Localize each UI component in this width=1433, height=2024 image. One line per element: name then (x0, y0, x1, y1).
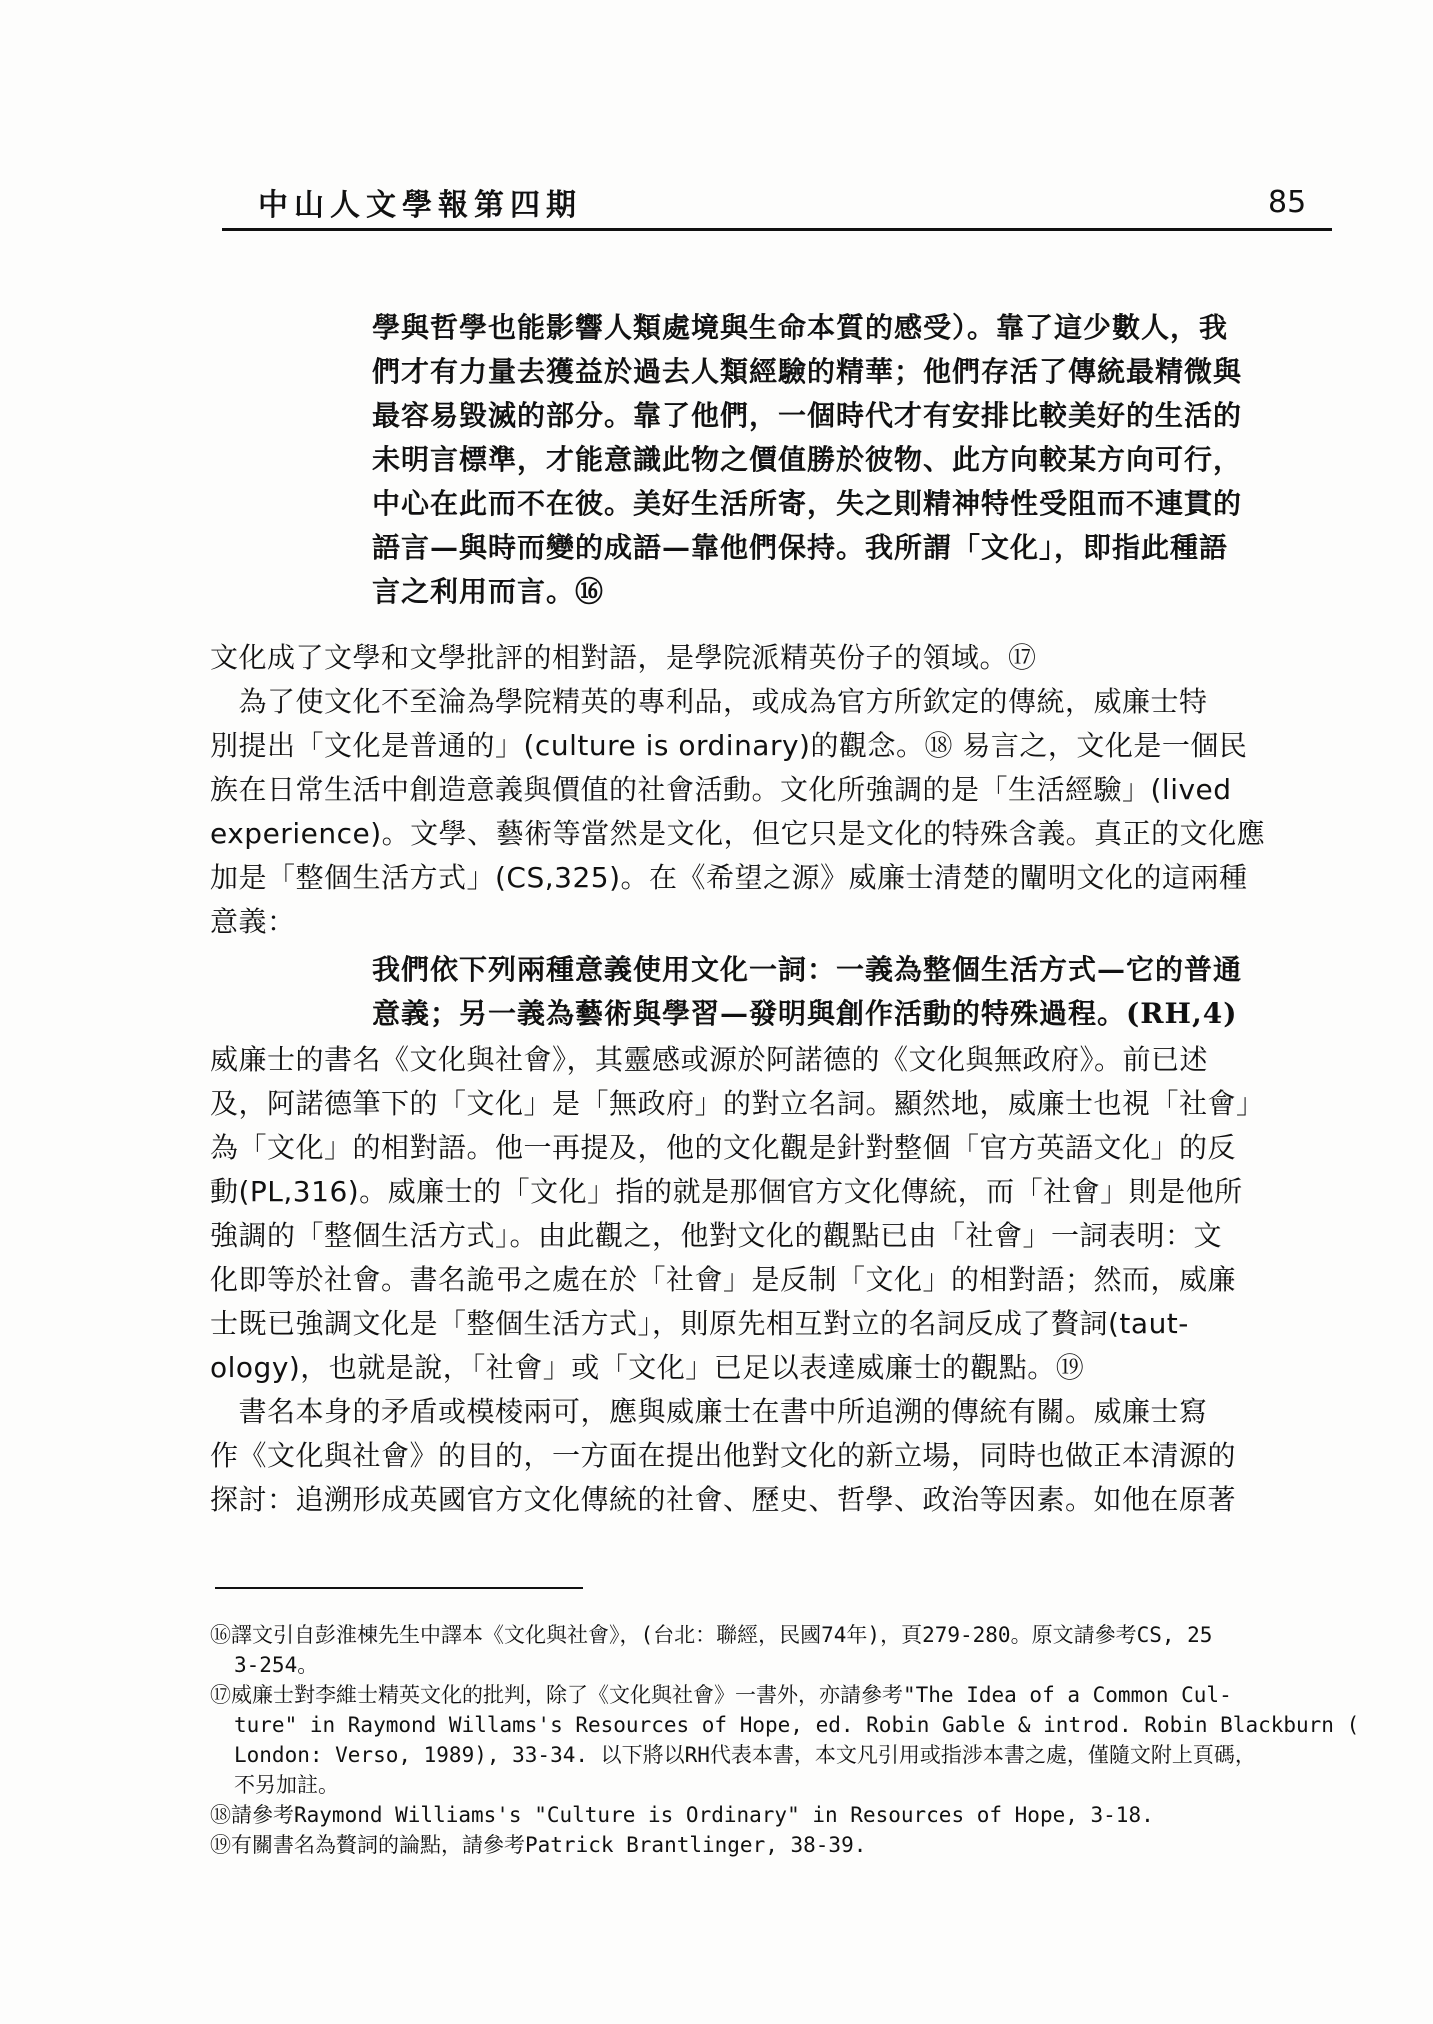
text-line: 強調的「整個生活方式」。由此觀之，他對文化的觀點已由「社會」一詞表明：文 (210, 1219, 1223, 1252)
text-line: 別提出「文化是普通的」(culture is ordinary)的觀念。⑱ 易言之，文化是一個民 (210, 729, 1248, 762)
footnote-line: ⑲有關書名為贅詞的論點，請參考Patrick Brantlinger, 38-39. (210, 1833, 867, 1857)
text-line: experience)。文學、藝術等當然是文化，但它只是文化的特殊含義。真正的文化應 (210, 817, 1266, 850)
running-header: 中山人文學報第四期 (258, 188, 582, 223)
text-line: 探討：追溯形成英國官方文化傳統的社會、歷史、哲學、政治等因素。如他在原著 (210, 1483, 1237, 1516)
text-line: 書名本身的矛盾或模棱兩可，應與威廉士在書中所追溯的傳統有關。威廉士寫 (210, 1395, 1208, 1428)
quote-line: 我們依下列兩種意義使用文化一詞：一義為整個生活方式—它的普通 (372, 953, 1243, 986)
text-line: 作《文化與社會》的目的，一方面在提出他對文化的新立場，同時也做正本清源的 (210, 1439, 1237, 1472)
paragraph-2 (210, 1038, 1325, 1522)
text-line: 動(PL,316)。威廉士的「文化」指的就是那個官方文化傳統，而「社會」則是他所 (210, 1175, 1243, 1208)
text-line: 意義： (210, 905, 296, 938)
quote-line: 最容易毀滅的部分。靠了他們，一個時代才有安排比較美好的生活的 (372, 399, 1243, 432)
text-line: 為了使文化不至淪為學院精英的專利品，或成為官方所欽定的傳統，威廉士特 (210, 685, 1208, 718)
block-quote-1 (372, 306, 1242, 614)
quote-line: 未明言標準，才能意識此物之價值勝於彼物、此方向較某方向可行， (372, 443, 1243, 476)
footnote-line: London: Verso, 1989), 33-34. 以下將以RH代表本書，本文凡引用或指涉本書之處，僅隨文附上頁碼， (234, 1743, 1256, 1767)
text-line: 文化成了文學和文學批評的相對語，是學院派精英份子的領域。⑰ (210, 641, 1037, 674)
quote-line: 學與哲學也能影響人類處境與生命本質的感受）。靠了這少數人，我 (372, 311, 1229, 344)
text-line: 士既已強調文化是「整個生活方式」，則原先相互對立的名詞反成了贅詞(taut- (210, 1307, 1189, 1340)
quote-line: 意義；另一義為藝術與學習—發明與創作活動的特殊過程。(RH,4) (372, 997, 1238, 1030)
text-line: 化即等於社會。書名詭弔之處在於「社會」是反制「文化」的相對語；然而，威廉 (210, 1263, 1237, 1296)
text-line: 加是「整個生活方式」(CS,325)。在《希望之源》威廉士清楚的闡明文化的這兩種 (210, 861, 1248, 894)
footnote-rule (215, 1587, 583, 1589)
quote-line: 言之利用而言。⑯ (372, 575, 605, 608)
footnotes (210, 1620, 1359, 1860)
text-line: 及，阿諾德筆下的「文化」是「無政府」的對立名詞。顯然地，威廉士也視「社會」 (210, 1087, 1265, 1120)
footnote-line: ⑰威廉士對李維士精英文化的批判，除了《文化與社會》一書外，亦請參考"The Idea of a Common Cul- (210, 1683, 1232, 1707)
text-line: 族在日常生活中創造意義與價值的社會活動。文化所強調的是「生活經驗」(lived (210, 773, 1232, 806)
text-line: 威廉士的書名《文化與社會》，其靈感或源於阿諾德的《文化與無政府》。前已述 (210, 1043, 1209, 1076)
quote-line: 語言—與時而變的成語—靠他們保持。我所謂「文化」，即指此種語 (372, 531, 1229, 564)
quote-line: 中心在此而不在彼。美好生活所寄，失之則精神特性受阻而不連貫的 (372, 487, 1243, 520)
text-line: 為「文化」的相對語。他一再提及，他的文化觀是針對整個「官方英語文化」的反 (210, 1131, 1237, 1164)
footnote-line: ⑯譯文引自彭淮棟先生中譯本《文化與社會》，(台北：聯經，民國74年)，頁279-280。原文請參考CS, 25 (210, 1623, 1213, 1647)
header-rule (222, 228, 1332, 231)
text-line: ology)，也就是說，「社會」或「文化」已足以表達威廉士的觀點。⑲ (210, 1351, 1085, 1384)
footnote-line: 3-254。 (234, 1653, 319, 1677)
footnote-line: ture" in Raymond Willams's Resources of Hope, ed. Robin Gable & introd. Robin Blackburn ( (234, 1713, 1360, 1737)
page-number: 85 (1268, 185, 1307, 220)
quote-line: 們才有力量去獲益於過去人類經驗的精華；他們存活了傳統最精微與 (372, 355, 1243, 388)
block-quote-2 (372, 948, 1242, 1036)
footnote-line: ⑱請參考Raymond Williams's "Culture is Ordinary" in Resources of Hope, 3-18. (210, 1803, 1154, 1827)
paragraph-1 (210, 636, 1325, 944)
footnote-line: 不另加註。 (234, 1773, 339, 1797)
